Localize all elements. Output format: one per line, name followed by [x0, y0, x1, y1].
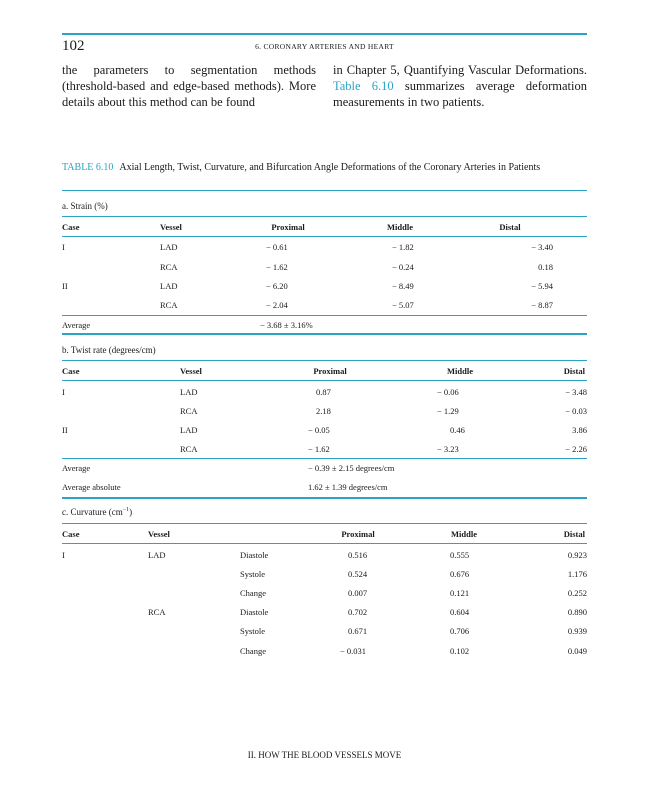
- average-absolute-value: 1.62 ± 1.39 degrees/cm: [308, 482, 388, 492]
- col-header-proximal: Proximal: [271, 222, 305, 232]
- section-title-strain: a. Strain (%): [62, 201, 108, 211]
- table-cell: Change: [240, 646, 266, 656]
- rule: [62, 236, 587, 237]
- body-column-2: [333, 62, 587, 110]
- section-title-twist: b. Twist rate (degrees/cm): [62, 345, 156, 355]
- table-cell: 0.890: [567, 607, 587, 617]
- table-cell: − 3.40: [531, 242, 553, 252]
- table-cell: − 0.03: [565, 406, 587, 416]
- table-cell: 0.049: [567, 646, 587, 656]
- table-cell: 3.86: [572, 425, 587, 435]
- average-value: − 0.39 ± 2.15 degrees/cm: [308, 463, 395, 473]
- body-text: summarizes average deformation measurements in two patients.: [333, 79, 587, 109]
- table-cell: − 5.94: [531, 281, 553, 291]
- average-value: − 3.68 ± 3.16%: [260, 320, 313, 330]
- table-cell: − 3.23: [437, 444, 459, 454]
- body-text: in Chapter 5, Quantifying Vascular Deformations.: [333, 63, 587, 77]
- table-cell: I: [62, 387, 65, 397]
- table-cell: RCA: [160, 262, 178, 272]
- section-end-rule: [62, 497, 587, 499]
- col-header-vessel: Vessel: [160, 222, 182, 232]
- col-header-case: Case: [62, 366, 80, 376]
- table-cell: 2.18: [316, 406, 331, 416]
- table-cell: 0.671: [348, 626, 368, 636]
- table-cell: − 0.031: [340, 646, 367, 656]
- running-head: 6. CORONARY ARTERIES AND HEART: [255, 42, 394, 51]
- col-header-middle: Middle: [447, 366, 473, 376]
- table-cell: − 2.26: [565, 444, 587, 454]
- table-cell: 0.87: [316, 387, 331, 397]
- page-number: 102: [62, 38, 85, 54]
- table-cell: Systole: [240, 626, 266, 636]
- section-title-text: c. Curvature (cm: [62, 507, 123, 517]
- table-cell: 0.18: [538, 262, 553, 272]
- table-cell: 0.939: [567, 626, 587, 636]
- running-foot: II. HOW THE BLOOD VESSELS MOVE: [247, 750, 402, 760]
- table-cell: I: [62, 242, 65, 252]
- table-cell: − 1.29: [437, 406, 459, 416]
- col-header-vessel: Vessel: [148, 529, 170, 539]
- rule: [62, 380, 587, 381]
- col-header-proximal: Proximal: [313, 366, 347, 376]
- table-top-rule: [62, 190, 587, 191]
- section-end-rule: [62, 333, 587, 335]
- rule: [62, 458, 587, 459]
- superscript: −1: [122, 507, 130, 513]
- body-column-1: the parameters to segmentation methods (threshold-based and edge-based methods). More details about this method can be found: [62, 63, 316, 109]
- table-cell: II: [62, 425, 68, 435]
- table-cell: I: [62, 550, 65, 560]
- table-cell: 0.46: [450, 425, 465, 435]
- col-header-case: Case: [62, 222, 80, 232]
- table-cell: − 6.20: [266, 281, 288, 291]
- table-cell: 0.102: [450, 646, 470, 656]
- table-cell: LAD: [180, 425, 198, 435]
- table-cell: − 0.05: [308, 425, 330, 435]
- average-label: Average: [62, 463, 91, 473]
- table-cell: Systole: [240, 569, 266, 579]
- table-cell: − 8.49: [392, 281, 414, 291]
- table-link[interactable]: Table 6.10: [333, 79, 394, 93]
- table-cell: 0.555: [450, 550, 470, 560]
- table-cell: − 0.06: [437, 387, 459, 397]
- average-label: Average: [62, 320, 91, 330]
- table-label: TABLE 6.10: [62, 162, 114, 173]
- table-cell: − 1.82: [392, 242, 414, 252]
- rule: [62, 543, 587, 544]
- table-cell: 0.516: [348, 550, 368, 560]
- col-header-middle: Middle: [387, 222, 413, 232]
- table-cell: 0.121: [450, 588, 470, 598]
- table-cell: 0.252: [567, 588, 587, 598]
- rule: [62, 216, 587, 217]
- table-cell: 1.176: [567, 569, 587, 579]
- table-cell: RCA: [180, 406, 198, 416]
- col-header-distal: Distal: [563, 366, 585, 376]
- section-title-text: ): [129, 507, 133, 517]
- col-header-proximal: Proximal: [341, 529, 375, 539]
- table-title: Axial Length, Twist, Curvature, and Bifurcation Angle Deformations of the Coronary Arteries in Patients: [119, 162, 541, 173]
- table-caption: [62, 161, 582, 174]
- table-cell: 0.007: [348, 588, 368, 598]
- table-cell: Diastole: [240, 550, 269, 560]
- table-cell: LAD: [148, 550, 166, 560]
- header-rule: [62, 33, 587, 35]
- rule: [62, 315, 587, 316]
- table-cell: Change: [240, 588, 266, 598]
- table-cell: II: [62, 281, 68, 291]
- table-cell: − 5.07: [392, 300, 414, 310]
- table-cell: − 1.62: [308, 444, 330, 454]
- table-cell: − 3.48: [565, 387, 587, 397]
- col-header-middle: Middle: [451, 529, 477, 539]
- table-cell: RCA: [148, 607, 166, 617]
- table-cell: − 1.62: [266, 262, 288, 272]
- table-cell: 0.706: [450, 626, 470, 636]
- rule: [62, 523, 587, 524]
- section-title-curvature: [62, 507, 132, 517]
- table-cell: − 0.61: [266, 242, 288, 252]
- table-cell: − 2.04: [266, 300, 288, 310]
- table-cell: LAD: [180, 387, 198, 397]
- col-header-distal: Distal: [563, 529, 585, 539]
- table-cell: 0.923: [567, 550, 587, 560]
- table-cell: RCA: [180, 444, 198, 454]
- table-cell: 0.524: [348, 569, 368, 579]
- table-cell: Diastole: [240, 607, 269, 617]
- table-cell: LAD: [160, 242, 178, 252]
- rule: [62, 360, 587, 361]
- table-cell: − 8.87: [531, 300, 553, 310]
- average-absolute-label: Average absolute: [62, 482, 121, 492]
- table-cell: 0.604: [450, 607, 470, 617]
- table-cell: RCA: [160, 300, 178, 310]
- table-cell: 0.702: [348, 607, 368, 617]
- table-cell: 0.676: [450, 569, 470, 579]
- col-header-distal: Distal: [499, 222, 521, 232]
- table-cell: − 0.24: [392, 262, 414, 272]
- col-header-vessel: Vessel: [180, 366, 202, 376]
- table-cell: LAD: [160, 281, 178, 291]
- col-header-case: Case: [62, 529, 80, 539]
